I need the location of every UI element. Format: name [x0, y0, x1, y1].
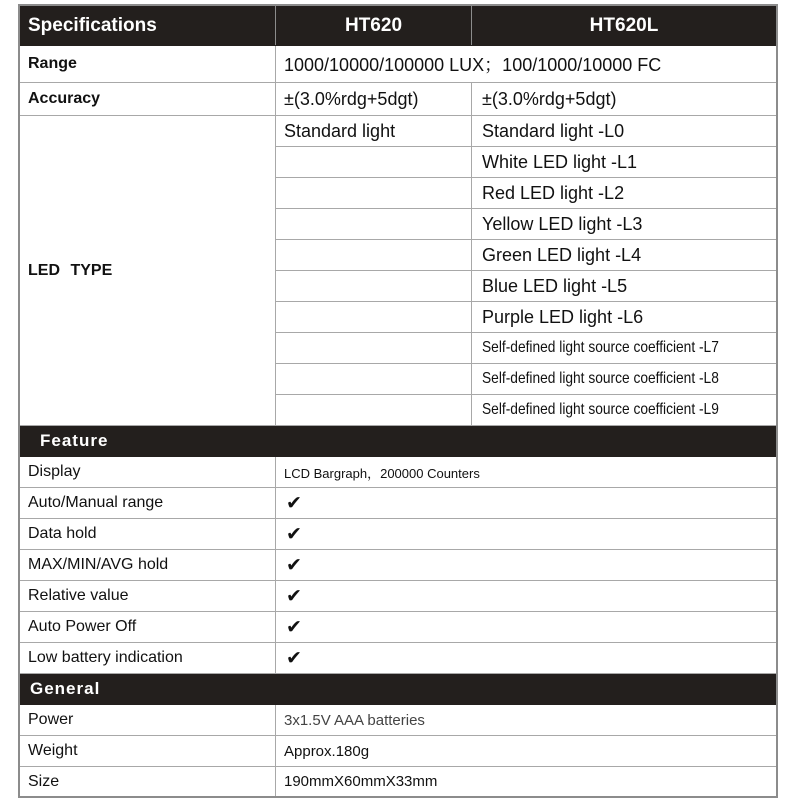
feature-label: Low battery indication: [20, 643, 276, 673]
power-row: [20, 705, 776, 736]
feature-heading: Feature: [40, 431, 109, 450]
general-heading: General: [30, 679, 101, 698]
check-icon: ✔: [286, 523, 302, 545]
led-type-item: Green LED light -L4: [482, 244, 642, 265]
led-type-item: Purple LED light -L6: [482, 306, 644, 327]
led-type-item: Blue LED light -L5: [482, 275, 628, 296]
check-icon: ✔: [286, 585, 302, 607]
table-header-row: [20, 6, 776, 46]
size-row: [20, 767, 776, 796]
ht620-heading: HT620: [276, 6, 472, 45]
accuracy-row: [20, 83, 776, 116]
ht620l-heading: HT620L: [589, 14, 659, 36]
size-value: 190mmX60mmX33mm: [284, 773, 438, 790]
range-row: [20, 46, 776, 83]
display-row: [20, 457, 776, 488]
weight-value: Approx.180g: [284, 742, 370, 760]
feature-label: Relative value: [20, 581, 276, 611]
specifications-heading: Specifications: [20, 6, 276, 45]
accuracy-label: Accuracy: [20, 83, 276, 115]
check-icon: ✔: [286, 616, 302, 638]
led-type-item: Self-defined light source coefficient -L8: [482, 370, 719, 387]
power-label: Power: [20, 705, 276, 735]
feature-section-header: [20, 426, 776, 457]
weight-label: Weight: [20, 736, 276, 766]
general-section-header: [20, 674, 776, 705]
led-type-item: Standard light -L0: [482, 120, 625, 141]
accuracy-ht620: ±(3.0%rdg+5dgt): [276, 83, 472, 115]
feature-row: [20, 488, 776, 519]
led-type-item: Red LED light -L2: [482, 182, 625, 203]
feature-row: [20, 519, 776, 550]
feature-label: MAX/MIN/AVG hold: [20, 550, 276, 580]
range-label: Range: [20, 46, 276, 82]
led-type-item: Self-defined light source coefficient -L9: [482, 401, 719, 418]
led-type-label: LED TYPE: [20, 116, 276, 426]
check-icon: ✔: [286, 554, 302, 576]
accuracy-ht620l: ±(3.0%rdg+5dgt): [482, 88, 617, 109]
feature-row: [20, 643, 776, 674]
power-value: 3x1.5V AAA batteries: [284, 711, 425, 729]
feature-label: Auto/Manual range: [20, 488, 276, 518]
led-type-item: White LED light -L1: [482, 151, 638, 172]
check-icon: ✔: [286, 647, 302, 669]
feature-row: [20, 581, 776, 612]
led-ht620-value: Standard light: [276, 116, 472, 146]
feature-row: [20, 612, 776, 643]
display-value: LCD Bargraph，200000 Counters: [284, 465, 480, 481]
feature-row: [20, 550, 776, 581]
display-label: Display: [20, 457, 276, 487]
spec-table: [18, 4, 778, 798]
check-icon: ✔: [286, 492, 302, 514]
led-type-item: Self-defined light source coefficient -L7: [482, 339, 719, 356]
size-label: Size: [20, 767, 276, 796]
range-value: 1000/10000/100000 LUX；100/1000/10000 FC: [284, 55, 662, 75]
led-type-item: Yellow LED light -L3: [482, 213, 643, 234]
weight-row: [20, 736, 776, 767]
feature-label: Data hold: [20, 519, 276, 549]
feature-label: Auto Power Off: [20, 612, 276, 642]
